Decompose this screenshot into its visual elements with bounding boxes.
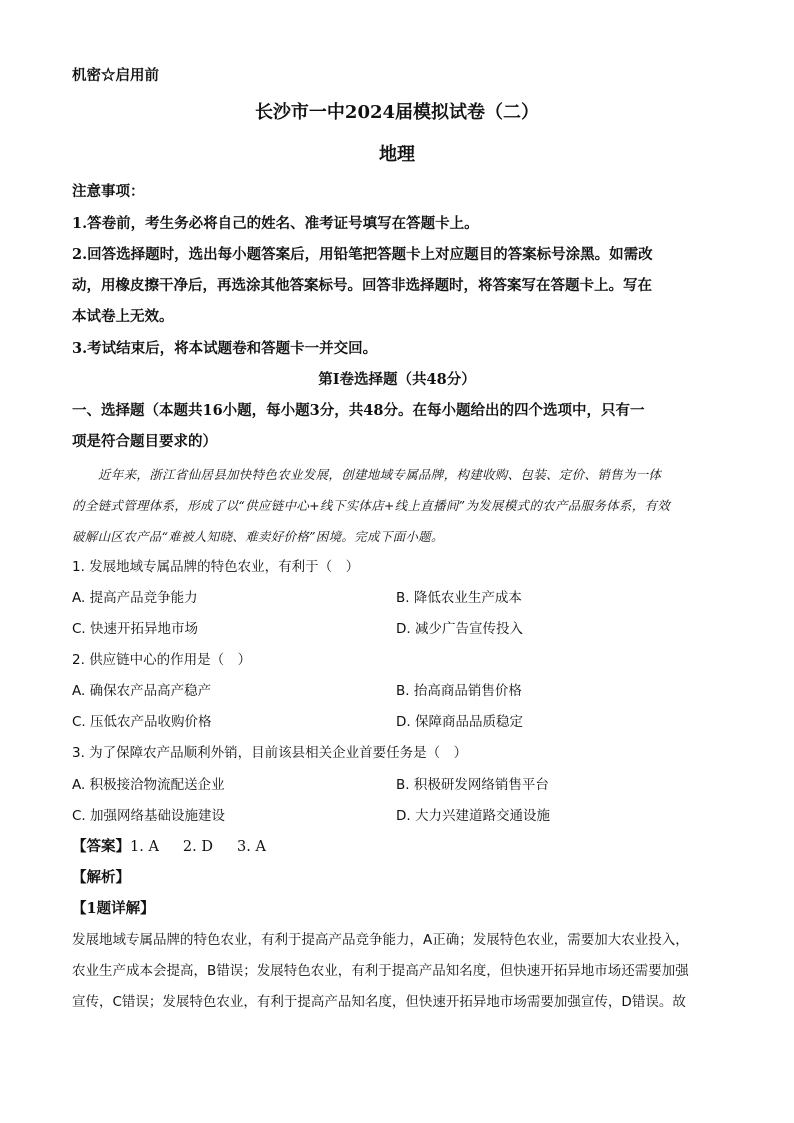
answer-label: 【答案】 — [72, 838, 130, 855]
question-1-option-d: D. 减少广告宣传投入 — [396, 621, 523, 637]
analysis-label: 【解析】 — [72, 869, 130, 886]
question-3-option-b: B. 积极研发网络销售平台 — [396, 777, 549, 793]
material-line-3: 破解山区农产品“难被人知晓、难卖好价格”困境。完成下面小题。 — [72, 529, 444, 544]
question-2-option-a: A. 确保农产品高产稳产 — [72, 683, 212, 699]
note-line-4: 本试卷上无效。 — [72, 308, 174, 325]
question-2-stem: 2. 供应链中心的作用是（ ） — [72, 652, 252, 668]
question-3-option-c: C. 加强网络基础设施建设 — [72, 808, 226, 824]
note-line-1: 1.答卷前，考生务必将自己的姓名、准考证号填写在答题卡上。 — [72, 215, 479, 232]
question-2-option-b: B. 抬高商品销售价格 — [396, 683, 522, 699]
question-2-option-c: C. 压低农产品收购价格 — [72, 714, 212, 730]
note-line-5: 3.考试结束后，将本试题卷和答题卡一并交回。 — [72, 340, 378, 357]
analysis-line-1: 发展地域专属品牌的特色农业，有利于提高产品竞争能力，A正确；发展特色农业，需要加大农业投入， — [72, 932, 689, 948]
material-line-1: 近年来，浙江省仙居县加快特色农业发展，创建地域专属品牌，构建收购、包装、定价、销售为一体 — [98, 467, 662, 482]
analysis-line-3: 宣传，C错误；发展特色农业，有利于提高产品知名度，但快速开拓异地市场需要加强宣传，D错误。故 — [72, 994, 686, 1010]
answer-item-2: 2. D — [182, 839, 213, 855]
question-1-option-a: A. 提高产品竞争能力 — [72, 590, 198, 606]
detail-label: 【1题详解】 — [72, 900, 155, 917]
note-line-2: 2.回答选择题时，选出每小题答案后，用铅笔把答题卡上对应题目的答案标号涂黑。如需改 — [72, 246, 653, 263]
exam-title: 长沙市一中2024届模拟试卷（二） — [254, 102, 540, 123]
question-1-stem: 1. 发展地域专属品牌的特色农业，有利于（ ） — [72, 559, 360, 575]
answer-item-1: 1. A — [130, 839, 159, 855]
question-3-stem: 3. 为了保障农产品顺利外销，目前该县相关企业首要任务是（ ） — [72, 745, 468, 761]
subject-title: 地理 — [379, 144, 415, 165]
confidential-label: 机密☆启用前 — [72, 67, 159, 84]
answer-line — [72, 837, 266, 857]
section-instruction-2: 项是符合题目要求的） — [72, 433, 217, 450]
question-3-option-d: D. 大力兴建道路交通设施 — [396, 808, 550, 824]
note-line-3: 动，用橡皮擦干净后，再选涂其他答案标号。回答非选择题时，将答案写在答题卡上。写在 — [72, 277, 652, 294]
question-1-option-b: B. 降低农业生产成本 — [396, 590, 522, 606]
analysis-line-2: 农业生产成本会提高，B错误；发展特色农业，有利于提高产品知名度，但快速开拓异地市场还需要加强 — [72, 963, 689, 979]
part1-title: 第Ⅰ卷选择题（共48分） — [318, 371, 476, 388]
section-instruction-1: 一、选择题（本题共16小题，每小题3分，共48分。在每小题给出的四个选项中，只有一 — [72, 402, 645, 419]
answer-item-3: 3. A — [237, 839, 266, 855]
question-3-option-a: A. 积极接洽物流配送企业 — [72, 777, 225, 793]
question-1-option-c: C. 快速开拓异地市场 — [72, 621, 199, 637]
notes-heading: 注意事项： — [72, 183, 145, 200]
question-2-option-d: D. 保障商品品质稳定 — [396, 714, 523, 730]
material-line-2: 的全链式管理体系，形成了以“供应链中心+线下实体店+线上直播间”为发展模式的农产品服务体系，有效 — [72, 498, 671, 513]
